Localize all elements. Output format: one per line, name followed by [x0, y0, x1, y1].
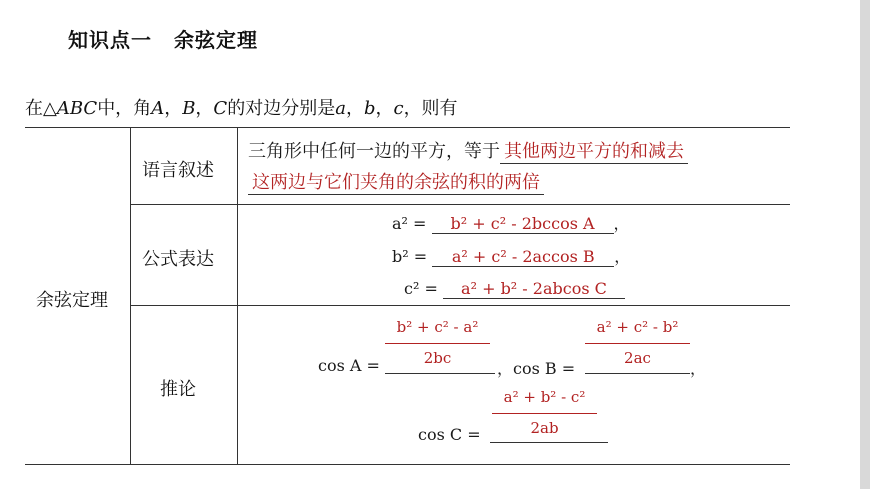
intro-sentence [25, 94, 458, 120]
heading-part2: 余弦定理 [174, 28, 258, 52]
intro-sep: ， [195, 98, 214, 119]
intro-mid: 中，角 [97, 98, 152, 119]
intro-side-c: c [393, 98, 404, 119]
verbal-lead: 三角形中任何一边的平方，等于 [248, 141, 500, 162]
cosC-label: cos C = [418, 425, 481, 444]
cosA-answer-line [385, 373, 495, 374]
formula-lhs: a² = [392, 214, 427, 233]
formula-tail: ， [614, 247, 631, 266]
cosA-label: cos A = [318, 356, 380, 375]
intro-sep: ， [375, 98, 394, 119]
cosB-answer-line [585, 373, 690, 374]
intro-sep: ， [345, 98, 364, 119]
right-edge-bar [860, 0, 870, 489]
cosC-answer-line [490, 442, 608, 443]
intro-side-b: b [363, 98, 376, 119]
intro-side-a: a [335, 98, 346, 119]
cosB-label: ，cos B = [497, 359, 576, 378]
formula-rhs: a² + c² - 2accos B [432, 247, 614, 267]
verbal-answer2: 这两边与它们夹角的余弦的积的两倍 [248, 168, 544, 195]
intro-sep: ， [164, 98, 183, 119]
heading-part1: 知识点一 [68, 28, 152, 52]
formula-rhs: a² + b² - 2abcos C [443, 279, 625, 299]
cosC-denominator: 2ab [530, 419, 559, 437]
intro-angle-a: A [151, 98, 165, 119]
formula-row-b [392, 244, 630, 267]
table-col-divider [237, 127, 238, 464]
verbal-answer1: 其他两边平方的和减去 [500, 137, 688, 164]
intro-prefix: 在△ [25, 98, 57, 119]
formula-tail: ， [613, 214, 630, 233]
intro-suffix: ，则有 [403, 98, 458, 119]
cosA-numerator: b² + c² - a² [396, 318, 479, 336]
table-bottom-border [25, 464, 790, 465]
table-row-divider [130, 204, 790, 205]
cosB-numerator: a² + c² - b² [596, 318, 679, 336]
cosC-fraction-bar [492, 413, 597, 414]
formula-rhs: b² + c² - 2bccos A [432, 214, 614, 234]
formula-row-a [392, 211, 630, 234]
section-heading [68, 24, 258, 53]
row-label-corollary: 推论 [160, 379, 196, 400]
row-label-formula: 公式表达 [142, 249, 214, 270]
table-top-border [25, 127, 790, 128]
intro-angle-c: C [213, 98, 228, 119]
cosA-denominator: 2bc [423, 349, 452, 367]
cosB-tail: ， [690, 359, 707, 378]
left-label-cosine-law: 余弦定理 [36, 290, 108, 311]
verbal-statement-line1 [248, 137, 688, 164]
formula-row-c [404, 279, 625, 299]
row-label-verbal: 语言叙述 [142, 160, 214, 181]
formula-lhs: b² = [392, 247, 428, 266]
cosB-denominator: 2ac [624, 349, 651, 367]
cosA-fraction-bar [385, 343, 490, 344]
table-col-divider [130, 127, 131, 464]
cosC-numerator: a² + b² - c² [503, 388, 586, 406]
intro-angle-b: B [182, 98, 196, 119]
intro-triangle: ABC [56, 98, 98, 119]
cosB-fraction-bar [585, 343, 690, 344]
intro-mid2: 的对边分别是 [227, 98, 336, 119]
verbal-statement-line2 [248, 168, 544, 195]
formula-lhs: c² = [404, 279, 438, 298]
table-row-divider [130, 305, 790, 306]
